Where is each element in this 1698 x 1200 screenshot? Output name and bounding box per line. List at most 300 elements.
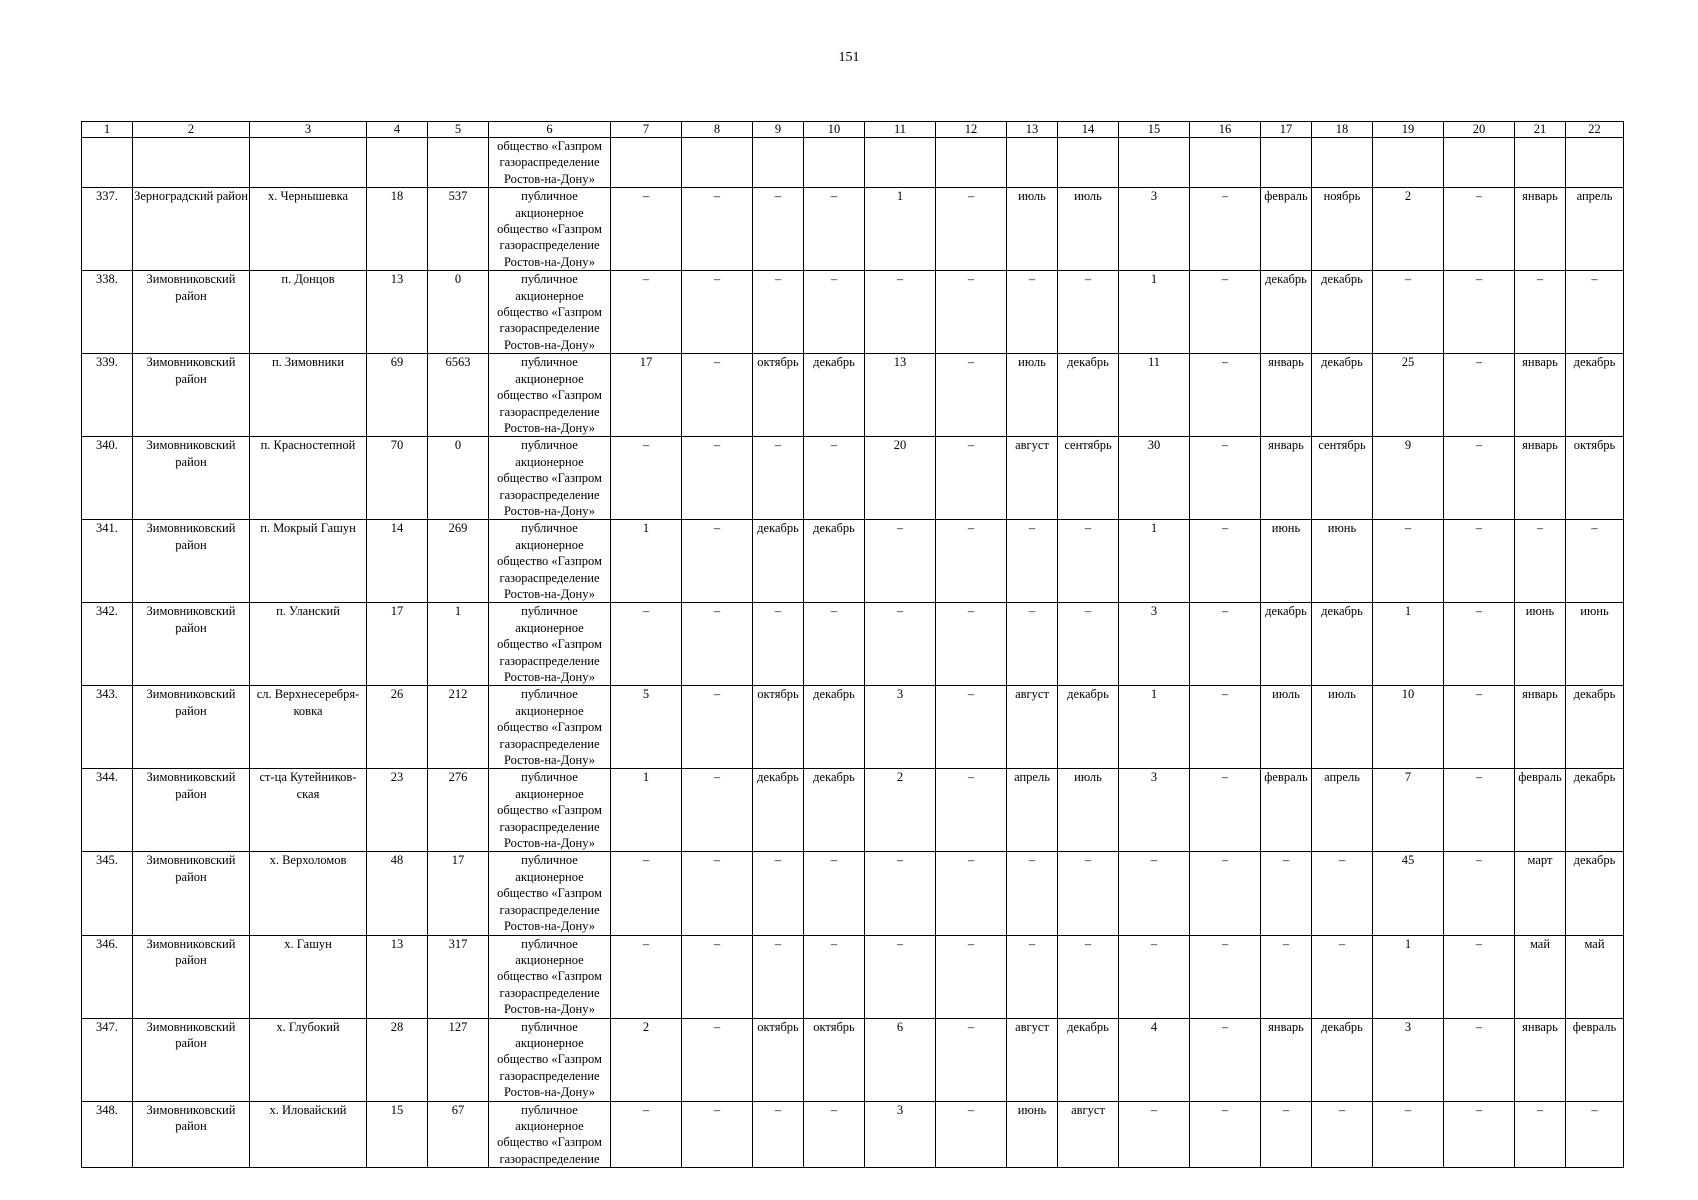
cell-col-18: декабрь: [1312, 271, 1373, 354]
cell-settlement: п. Мокрый Гашун: [250, 520, 367, 603]
cell-col-19: 3: [1373, 1018, 1444, 1101]
cell-col-5: [428, 138, 489, 188]
cell-col-11: –: [865, 271, 936, 354]
cell-district: Зимовниковский район: [133, 852, 250, 935]
column-header-2: 2: [133, 122, 250, 138]
column-header-21: 21: [1515, 122, 1566, 138]
cell-col-10: [804, 138, 865, 188]
cell-col-16: –: [1190, 769, 1261, 852]
cell-col-12: –: [936, 769, 1007, 852]
cell-col-12: [936, 138, 1007, 188]
cell-col-20: [1444, 138, 1515, 188]
cell-col-8: –: [682, 686, 753, 769]
cell-col-7: [611, 138, 682, 188]
table-row: [82, 354, 1624, 437]
cell-col-13: –: [1007, 271, 1058, 354]
cell-col-12: –: [936, 437, 1007, 520]
cell-col-16: –: [1190, 437, 1261, 520]
cell-col-15: –: [1119, 1101, 1190, 1168]
cell-col-9: октябрь: [753, 354, 804, 437]
cell-col-7: 17: [611, 354, 682, 437]
cell-col-17: январь: [1261, 437, 1312, 520]
cell-district: Зимовниковский район: [133, 769, 250, 852]
cell-col-12: –: [936, 1018, 1007, 1101]
cell-settlement: п. Красностепной: [250, 437, 367, 520]
cell-settlement: п. Зимовники: [250, 354, 367, 437]
cell-col-16: –: [1190, 1018, 1261, 1101]
cell-col-21: январь: [1515, 354, 1566, 437]
cell-col-20: –: [1444, 437, 1515, 520]
cell-col-7: –: [611, 1101, 682, 1168]
cell-col-14: –: [1058, 271, 1119, 354]
cell-district: Зимовниковский район: [133, 603, 250, 686]
cell-col-17: –: [1261, 935, 1312, 1018]
cell-col-9: [753, 138, 804, 188]
cell-col-4: 15: [367, 1101, 428, 1168]
cell-col-19: 10: [1373, 686, 1444, 769]
cell-col-17: июль: [1261, 686, 1312, 769]
cell-col-8: –: [682, 769, 753, 852]
cell-col-11: 13: [865, 354, 936, 437]
cell-col-11: 20: [865, 437, 936, 520]
cell-col-5: 537: [428, 188, 489, 271]
cell-row-number: 347.: [82, 1018, 133, 1101]
cell-organization: публичное акционерное общество «Газпром газораспределение Ростов-на-Дону»: [489, 520, 611, 603]
cell-col-22: июнь: [1566, 603, 1624, 686]
cell-col-14: –: [1058, 603, 1119, 686]
cell-settlement: [250, 138, 367, 188]
cell-col-21: –: [1515, 520, 1566, 603]
cell-col-8: [682, 138, 753, 188]
cell-row-number: 342.: [82, 603, 133, 686]
cell-settlement: х. Верхоломов: [250, 852, 367, 935]
cell-col-22: февраль: [1566, 1018, 1624, 1101]
cell-col-12: –: [936, 1101, 1007, 1168]
cell-col-20: –: [1444, 1018, 1515, 1101]
cell-settlement: х. Гашун: [250, 935, 367, 1018]
cell-col-4: 23: [367, 769, 428, 852]
cell-col-20: –: [1444, 1101, 1515, 1168]
cell-row-number: [82, 138, 133, 188]
cell-col-4: [367, 138, 428, 188]
cell-col-22: –: [1566, 520, 1624, 603]
cell-col-11: –: [865, 520, 936, 603]
cell-col-19: –: [1373, 520, 1444, 603]
cell-col-21: июнь: [1515, 603, 1566, 686]
column-header-7: 7: [611, 122, 682, 138]
cell-col-9: –: [753, 603, 804, 686]
cell-col-9: декабрь: [753, 520, 804, 603]
cell-district: Зимовниковский район: [133, 686, 250, 769]
cell-settlement: п. Уланский: [250, 603, 367, 686]
cell-col-4: 17: [367, 603, 428, 686]
cell-col-13: июль: [1007, 354, 1058, 437]
cell-col-10: декабрь: [804, 686, 865, 769]
cell-col-4: 48: [367, 852, 428, 935]
cell-organization: публичное акционерное общество «Газпром газораспределение Ростов-на-Дону»: [489, 437, 611, 520]
cell-row-number: 337.: [82, 188, 133, 271]
cell-col-17: февраль: [1261, 769, 1312, 852]
column-header-19: 19: [1373, 122, 1444, 138]
cell-col-13: август: [1007, 686, 1058, 769]
column-header-5: 5: [428, 122, 489, 138]
cell-col-5: 269: [428, 520, 489, 603]
cell-col-21: январь: [1515, 437, 1566, 520]
cell-district: Зимовниковский район: [133, 520, 250, 603]
cell-col-10: –: [804, 188, 865, 271]
cell-col-4: 70: [367, 437, 428, 520]
cell-col-19: 25: [1373, 354, 1444, 437]
cell-col-10: –: [804, 603, 865, 686]
column-header-16: 16: [1190, 122, 1261, 138]
cell-col-16: –: [1190, 852, 1261, 935]
cell-col-16: –: [1190, 1101, 1261, 1168]
cell-col-9: –: [753, 935, 804, 1018]
cell-col-7: 5: [611, 686, 682, 769]
cell-col-10: декабрь: [804, 769, 865, 852]
cell-col-7: –: [611, 603, 682, 686]
cell-col-20: –: [1444, 188, 1515, 271]
cell-col-18: [1312, 138, 1373, 188]
cell-col-13: –: [1007, 520, 1058, 603]
cell-row-number: 341.: [82, 520, 133, 603]
cell-col-10: –: [804, 852, 865, 935]
cell-col-21: –: [1515, 1101, 1566, 1168]
cell-col-8: –: [682, 520, 753, 603]
cell-col-5: 0: [428, 437, 489, 520]
cell-col-18: ноябрь: [1312, 188, 1373, 271]
cell-col-8: –: [682, 1018, 753, 1101]
cell-row-number: 348.: [82, 1101, 133, 1168]
cell-district: Зимовниковский район: [133, 437, 250, 520]
cell-organization: публичное акционерное общество «Газпром газораспределение Ростов-на-Дону»: [489, 935, 611, 1018]
cell-col-5: 1: [428, 603, 489, 686]
cell-row-number: 344.: [82, 769, 133, 852]
cell-col-15: 3: [1119, 603, 1190, 686]
cell-col-12: –: [936, 686, 1007, 769]
cell-col-19: 7: [1373, 769, 1444, 852]
cell-col-11: 6: [865, 1018, 936, 1101]
cell-col-11: 1: [865, 188, 936, 271]
cell-col-10: –: [804, 935, 865, 1018]
cell-col-7: –: [611, 188, 682, 271]
cell-col-15: –: [1119, 935, 1190, 1018]
cell-col-13: –: [1007, 603, 1058, 686]
cell-col-22: –: [1566, 1101, 1624, 1168]
cell-col-19: 1: [1373, 603, 1444, 686]
cell-col-15: 4: [1119, 1018, 1190, 1101]
column-header-4: 4: [367, 122, 428, 138]
cell-col-12: –: [936, 935, 1007, 1018]
cell-col-7: –: [611, 271, 682, 354]
cell-col-21: март: [1515, 852, 1566, 935]
cell-col-14: июль: [1058, 769, 1119, 852]
cell-col-5: 127: [428, 1018, 489, 1101]
cell-col-18: июнь: [1312, 520, 1373, 603]
cell-col-16: –: [1190, 188, 1261, 271]
cell-col-22: декабрь: [1566, 852, 1624, 935]
cell-col-7: –: [611, 935, 682, 1018]
cell-col-20: –: [1444, 852, 1515, 935]
cell-col-5: 6563: [428, 354, 489, 437]
cell-col-18: декабрь: [1312, 1018, 1373, 1101]
cell-col-11: 2: [865, 769, 936, 852]
table-row: [82, 603, 1624, 686]
column-header-14: 14: [1058, 122, 1119, 138]
table-row: [82, 935, 1624, 1018]
cell-col-19: –: [1373, 271, 1444, 354]
cell-row-number: 339.: [82, 354, 133, 437]
cell-col-13: август: [1007, 437, 1058, 520]
cell-col-5: 67: [428, 1101, 489, 1168]
cell-col-12: –: [936, 188, 1007, 271]
cell-col-11: –: [865, 935, 936, 1018]
cell-col-15: –: [1119, 852, 1190, 935]
cell-organization: публичное акционерное общество «Газпром газораспределение Ростов-на-Дону»: [489, 769, 611, 852]
cell-col-14: сентябрь: [1058, 437, 1119, 520]
cell-col-22: декабрь: [1566, 354, 1624, 437]
cell-organization: публичное акционерное общество «Газпром газораспределение Ростов-на-Дону»: [489, 686, 611, 769]
cell-col-10: декабрь: [804, 354, 865, 437]
cell-district: Зимовниковский район: [133, 1101, 250, 1168]
cell-col-22: октябрь: [1566, 437, 1624, 520]
table-row: [82, 188, 1624, 271]
column-header-12: 12: [936, 122, 1007, 138]
table-row-continuation: [82, 138, 1624, 188]
cell-col-21: январь: [1515, 686, 1566, 769]
cell-col-12: –: [936, 852, 1007, 935]
cell-col-21: январь: [1515, 188, 1566, 271]
cell-col-17: январь: [1261, 354, 1312, 437]
cell-col-4: 13: [367, 271, 428, 354]
cell-col-8: –: [682, 603, 753, 686]
cell-district: Зерноградский район: [133, 188, 250, 271]
cell-col-15: 1: [1119, 686, 1190, 769]
column-header-15: 15: [1119, 122, 1190, 138]
cell-col-18: декабрь: [1312, 354, 1373, 437]
cell-row-number: 340.: [82, 437, 133, 520]
cell-col-13: [1007, 138, 1058, 188]
cell-district: Зимовниковский район: [133, 271, 250, 354]
cell-col-12: –: [936, 520, 1007, 603]
cell-col-11: –: [865, 852, 936, 935]
cell-col-8: –: [682, 852, 753, 935]
cell-col-20: –: [1444, 603, 1515, 686]
cell-col-17: [1261, 138, 1312, 188]
cell-col-17: –: [1261, 1101, 1312, 1168]
cell-organization: публичное акционерное общество «Газпром газораспределение: [489, 1101, 611, 1168]
cell-col-14: –: [1058, 935, 1119, 1018]
cell-col-15: 3: [1119, 769, 1190, 852]
column-header-13: 13: [1007, 122, 1058, 138]
cell-col-19: [1373, 138, 1444, 188]
cell-col-22: декабрь: [1566, 769, 1624, 852]
cell-col-22: –: [1566, 271, 1624, 354]
column-header-8: 8: [682, 122, 753, 138]
cell-col-14: [1058, 138, 1119, 188]
cell-col-18: декабрь: [1312, 603, 1373, 686]
cell-col-18: апрель: [1312, 769, 1373, 852]
cell-col-12: –: [936, 354, 1007, 437]
cell-col-15: 11: [1119, 354, 1190, 437]
cell-col-8: –: [682, 354, 753, 437]
cell-col-19: 9: [1373, 437, 1444, 520]
cell-col-15: 1: [1119, 271, 1190, 354]
cell-col-9: октябрь: [753, 1018, 804, 1101]
cell-organization: публичное акционерное общество «Газпром газораспределение Ростов-на-Дону»: [489, 1018, 611, 1101]
cell-col-7: –: [611, 437, 682, 520]
table-row: [82, 769, 1624, 852]
cell-col-22: апрель: [1566, 188, 1624, 271]
cell-col-17: июнь: [1261, 520, 1312, 603]
cell-col-4: 28: [367, 1018, 428, 1101]
cell-district: Зимовниковский район: [133, 935, 250, 1018]
cell-row-number: 345.: [82, 852, 133, 935]
cell-col-8: –: [682, 437, 753, 520]
cell-col-19: 2: [1373, 188, 1444, 271]
column-header-17: 17: [1261, 122, 1312, 138]
column-header-11: 11: [865, 122, 936, 138]
cell-col-19: –: [1373, 1101, 1444, 1168]
cell-col-16: –: [1190, 686, 1261, 769]
cell-organization: публичное акционерное общество «Газпром газораспределение Ростов-на-Дону»: [489, 271, 611, 354]
cell-col-17: февраль: [1261, 188, 1312, 271]
cell-col-14: июль: [1058, 188, 1119, 271]
cell-col-22: май: [1566, 935, 1624, 1018]
cell-organization: общество «Газпром газораспределение Ростов-на-Дону»: [489, 138, 611, 188]
cell-col-18: сентябрь: [1312, 437, 1373, 520]
cell-col-12: –: [936, 271, 1007, 354]
cell-col-8: –: [682, 935, 753, 1018]
cell-organization: публичное акционерное общество «Газпром газораспределение Ростов-на-Дону»: [489, 852, 611, 935]
cell-organization: публичное акционерное общество «Газпром газораспределение Ростов-на-Дону»: [489, 188, 611, 271]
table-row: [82, 520, 1624, 603]
cell-col-12: –: [936, 603, 1007, 686]
cell-col-20: –: [1444, 271, 1515, 354]
cell-district: Зимовниковский район: [133, 354, 250, 437]
cell-col-13: июнь: [1007, 1101, 1058, 1168]
page-number: 151: [838, 50, 860, 65]
cell-col-5: 276: [428, 769, 489, 852]
cell-col-17: –: [1261, 852, 1312, 935]
cell-col-5: 212: [428, 686, 489, 769]
cell-organization: публичное акционерное общество «Газпром газораспределение Ростов-на-Дону»: [489, 354, 611, 437]
cell-col-15: 1: [1119, 520, 1190, 603]
cell-col-15: 30: [1119, 437, 1190, 520]
column-header-22: 22: [1566, 122, 1624, 138]
cell-col-13: август: [1007, 1018, 1058, 1101]
cell-col-13: –: [1007, 935, 1058, 1018]
cell-row-number: 338.: [82, 271, 133, 354]
cell-col-16: –: [1190, 520, 1261, 603]
cell-col-15: [1119, 138, 1190, 188]
cell-col-9: –: [753, 271, 804, 354]
column-number-row: [82, 122, 1624, 138]
cell-col-16: –: [1190, 935, 1261, 1018]
cell-col-13: –: [1007, 852, 1058, 935]
table-row: [82, 437, 1624, 520]
cell-col-20: –: [1444, 520, 1515, 603]
cell-col-19: 1: [1373, 935, 1444, 1018]
cell-col-16: –: [1190, 271, 1261, 354]
table-body: [82, 138, 1624, 1168]
cell-col-8: –: [682, 188, 753, 271]
cell-col-20: –: [1444, 935, 1515, 1018]
cell-col-5: 0: [428, 271, 489, 354]
cell-row-number: 346.: [82, 935, 133, 1018]
cell-col-22: [1566, 138, 1624, 188]
cell-col-11: –: [865, 603, 936, 686]
cell-col-18: –: [1312, 935, 1373, 1018]
column-header-9: 9: [753, 122, 804, 138]
cell-col-9: –: [753, 1101, 804, 1168]
cell-col-15: 3: [1119, 188, 1190, 271]
cell-col-18: июль: [1312, 686, 1373, 769]
cell-col-10: –: [804, 1101, 865, 1168]
cell-col-20: –: [1444, 769, 1515, 852]
cell-col-21: февраль: [1515, 769, 1566, 852]
column-header-1: 1: [82, 122, 133, 138]
cell-col-20: –: [1444, 354, 1515, 437]
cell-col-14: –: [1058, 852, 1119, 935]
cell-col-5: 317: [428, 935, 489, 1018]
cell-row-number: 343.: [82, 686, 133, 769]
cell-col-10: октябрь: [804, 1018, 865, 1101]
cell-col-21: [1515, 138, 1566, 188]
cell-col-22: декабрь: [1566, 686, 1624, 769]
cell-col-17: январь: [1261, 1018, 1312, 1101]
cell-col-9: –: [753, 437, 804, 520]
cell-col-16: –: [1190, 603, 1261, 686]
cell-col-14: декабрь: [1058, 686, 1119, 769]
register-table: [81, 121, 1624, 1168]
cell-col-7: –: [611, 852, 682, 935]
cell-col-14: август: [1058, 1101, 1119, 1168]
cell-col-17: декабрь: [1261, 603, 1312, 686]
column-header-6: 6: [489, 122, 611, 138]
cell-col-4: 13: [367, 935, 428, 1018]
table-row: [82, 271, 1624, 354]
cell-col-13: апрель: [1007, 769, 1058, 852]
cell-col-17: декабрь: [1261, 271, 1312, 354]
cell-settlement: ст-ца Кутейников-ская: [250, 769, 367, 852]
cell-district: Зимовниковский район: [133, 1018, 250, 1101]
table-row: [82, 1018, 1624, 1101]
cell-col-5: 17: [428, 852, 489, 935]
table-row: [82, 852, 1624, 935]
cell-col-4: 14: [367, 520, 428, 603]
cell-col-4: 18: [367, 188, 428, 271]
column-header-10: 10: [804, 122, 865, 138]
cell-col-20: –: [1444, 686, 1515, 769]
cell-col-7: 2: [611, 1018, 682, 1101]
cell-settlement: х. Глубокий: [250, 1018, 367, 1101]
table-row: [82, 1101, 1624, 1168]
cell-col-19: 45: [1373, 852, 1444, 935]
cell-col-10: –: [804, 437, 865, 520]
cell-col-21: май: [1515, 935, 1566, 1018]
cell-col-16: [1190, 138, 1261, 188]
cell-col-13: июль: [1007, 188, 1058, 271]
column-header-20: 20: [1444, 122, 1515, 138]
cell-col-18: –: [1312, 852, 1373, 935]
column-header-18: 18: [1312, 122, 1373, 138]
table-row: [82, 686, 1624, 769]
cell-col-16: –: [1190, 354, 1261, 437]
cell-district: [133, 138, 250, 188]
cell-settlement: х. Чернышевка: [250, 188, 367, 271]
cell-col-9: октябрь: [753, 686, 804, 769]
